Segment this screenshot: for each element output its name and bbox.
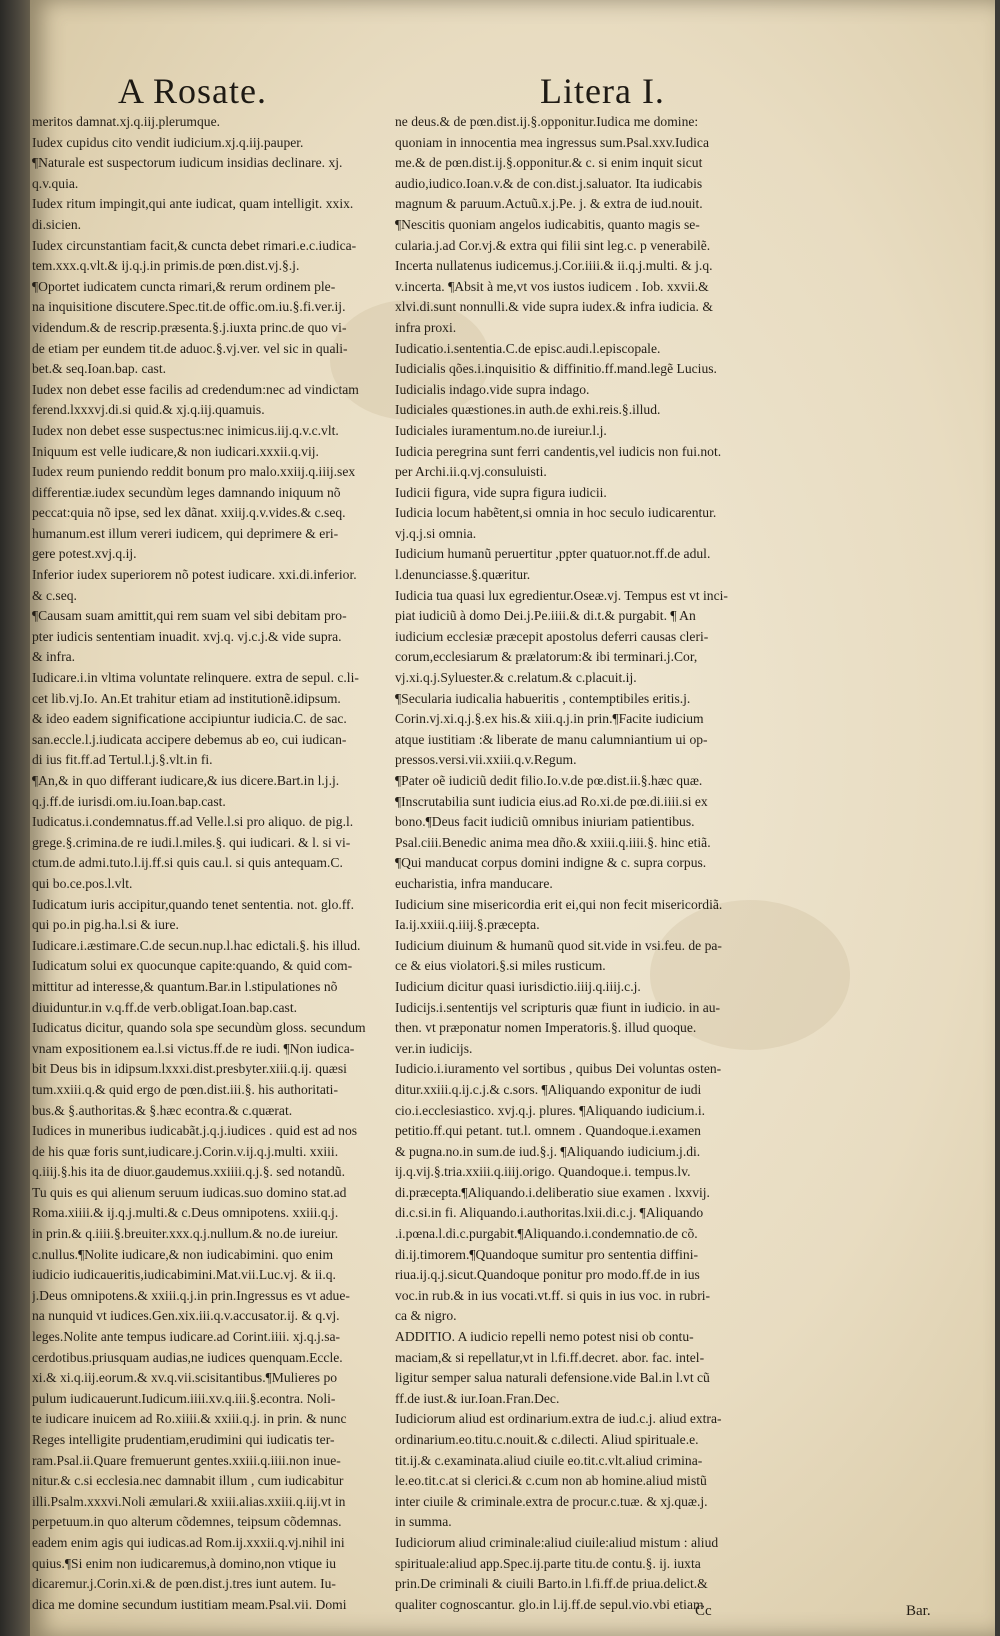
- text-line: l.denunciasse.§.quæritur.: [395, 567, 531, 583]
- text-line: di.c.si.in fi. Aliquando.i.authoritas.lxii.di.c.j. ¶Aliquando: [395, 1205, 704, 1221]
- catchword: Bar.: [906, 1603, 931, 1619]
- text-line: bit Deus bis in idipsum.lxxxi.dist.presbyter.xiii.q.ij. quæsi: [32, 1061, 347, 1077]
- text-line: eucharistia, infra manducare.: [395, 875, 553, 891]
- text-line: Iudicia locum habẽtent,si omnia in hoc seculo iudicarentur.: [395, 505, 717, 521]
- text-line: ferend.lxxxvj.di.si quid.& xj.q.iij.quamuis.: [32, 402, 265, 418]
- left-text-column: [32, 112, 410, 1615]
- text-line: ¶Causam suam amittit,qui rem suam vel sibi debitam pro-: [32, 608, 347, 624]
- text-line: nitur.& c.si ecclesia.nec damnabit illum , cum iudicabitur: [32, 1473, 344, 1489]
- text-line: Iudicium sine misericordia erit ei,qui non fecit misericordiã.: [395, 896, 723, 912]
- text-line: ce & eius violatori.§.si miles rusticum.: [395, 958, 606, 974]
- text-line: Roma.xiiii.& ij.q.j.multi.& c.Deus omnipotens. xxiii.q.j.: [32, 1205, 339, 1221]
- text-line: audio,iudico.Ioan.v.& de con.dist.j.saluator. Ita iudicabis: [395, 175, 703, 191]
- text-line: di.sicien.: [32, 216, 82, 232]
- text-line: cet lib.vj.Io. An.Et trahitur etiam ad institutionẽ.idipsum.: [32, 690, 341, 706]
- text-line: vj.q.j.si omnia.: [395, 525, 477, 541]
- text-line: ADDITIO. A iudicio repelli nemo potest nisi ob contu-: [395, 1329, 694, 1345]
- header-right-title: Litera I.: [540, 71, 665, 111]
- text-line: piat iudiciũ à domo Dei.j.Pe.iiii.& di.t.& purgabit. ¶ An: [395, 608, 696, 624]
- text-line: Iudicatus.i.condemnatus.ff.ad Velle.l.si pro aliquo. de pig.l.: [32, 814, 354, 830]
- text-line: ¶Qui manducat corpus domini indigne & c. supra corpus.: [395, 855, 707, 871]
- text-line: magnum & paruum.Actuũ.x.j.Pe. j. & extra de iud.nouit.: [395, 196, 703, 212]
- text-line: v.incerta. ¶Absit à me,vt vos iustos iudicem . Iob. xxvii.&: [395, 278, 709, 294]
- text-line: xlvi.di.sunt nonnulli.& vide supra iudex.& infra iudicia. &: [395, 299, 713, 315]
- text-line: ¶Naturale est suspectorum iudicum insidias declinare. xj.: [32, 155, 343, 171]
- text-line: iudicium ecclesiæ præcepit apostolus deferri causas cleri-: [395, 628, 709, 644]
- text-line: Iudex ritum impingit,qui ante iudicat, quam intelligit. xxix.: [32, 196, 354, 212]
- text-line: ¶An,& in quo differant iudicare,& ius dicere.Bart.in l.j.j.: [32, 773, 340, 788]
- text-line: meritos damnat.xj.q.iij.plerumque.: [32, 114, 221, 129]
- text-line: quoniam in innocentia mea ingressus sum.Psal.xxv.Iudica: [395, 134, 709, 150]
- text-line: pter iudicis sententiam inuadit. xvj.q. vj.c.j.& vide supra.: [32, 628, 342, 644]
- text-line: Iudex cupidus cito vendit iudicium.xj.q.iij.pauper.: [32, 134, 304, 150]
- text-line: & pugna.no.in sum.de iud.§.j. ¶Aliquando iudicium.j.di.: [395, 1143, 701, 1159]
- right-text-column: [395, 112, 955, 1615]
- text-line: Iudicialis indago.vide supra indago.: [395, 381, 590, 397]
- text-line: Incerta nullatenus iudicemus.j.Cor.iiii.& ii.q.j.multi. & j.q.: [395, 258, 713, 274]
- text-line: ¶Oportet iudicatem cuncta rimari,& rerum ordinem ple-: [32, 278, 336, 294]
- text-line: Iudicatus dicitur, quando sola spe secundùm gloss. secundum: [32, 1020, 366, 1036]
- text-line: videndum.& de rescrip.præsenta.§.j.iuxta princ.de quo vi-: [32, 319, 347, 335]
- text-line: spirituale:aliud app.Spec.ij.parte titu.de contu.§. ij. iuxta: [395, 1555, 701, 1571]
- text-line: me.& de pœn.dist.ij.§.opponitur.& c. si enim inquit sicut: [395, 155, 703, 171]
- text-line: Corin.vj.xi.q.j.§.ex his.& xiii.q.j.in prin.¶Facite iudicium: [395, 711, 704, 727]
- text-line: Iudicia peregrina sunt ferri candentis,vel iudicis non fui.not.: [395, 443, 722, 459]
- text-line: de his quæ foris sunt,iudicare.j.Corin.v.ij.q.j.multi. xxiii.: [32, 1143, 339, 1159]
- text-line: q.iiij.§.his ita de diuor.gaudemus.xxiiii.q.j.§. sed notandũ.: [32, 1164, 346, 1180]
- text-line: san.eccle.l.j.iudicata accipere debemus ab eo, cui iudican-: [32, 731, 347, 747]
- text-line: quius.¶Si enim non iudicaremus,à domino,non vtique iu: [32, 1555, 337, 1571]
- text-line: infra proxi.: [395, 319, 457, 335]
- text-line: grege.§.crimina.de re iudi.l.miles.§. qui iudicari. & l. si vi-: [32, 834, 351, 850]
- text-line: Iudicare.i.æstimare.C.de secun.nup.l.hac edictali.§. his illud.: [32, 937, 361, 953]
- text-line: & ideo eadem significatione accipiuntur iudicia.C. de sac.: [32, 711, 347, 727]
- text-line: Psal.ciii.Benedic anima mea dño.& xxiii.q.iiii.§. hinc etiã.: [395, 834, 711, 850]
- signature-mark: Cc: [695, 1603, 712, 1619]
- text-line: leges.Nolite ante tempus iudicare.ad Corint.iiii. xj.q.j.sa-: [32, 1329, 341, 1345]
- text-line: di.præcepta.¶Aliquando.i.deliberatio siue examen . lxxvij.: [395, 1184, 710, 1200]
- text-line: cularia.j.ad Cor.vj.& extra qui filii sint leg.c. p venerabilẽ.: [395, 237, 711, 253]
- text-line: Tu quis es qui alienum seruum iudicas.suo domino stat.ad: [32, 1184, 347, 1200]
- text-line: di.ij.timorem.¶Quandoque sumitur pro sententia diffini-: [395, 1246, 699, 1262]
- text-line: bono.¶Deus facit iudiciũ omnibus iniuriam patientibus.: [395, 814, 695, 830]
- text-line: iudicio iudicaueritis,iudicabimini.Mat.vii.Luc.vj. & ii.q.: [32, 1267, 336, 1283]
- text-line: ram.Psal.ii.Quare fremuerunt gentes.xxiii.q.iiii.non inue-: [32, 1452, 341, 1468]
- text-line: ca & nigro.: [395, 1308, 457, 1324]
- text-line: in summa.: [395, 1514, 452, 1530]
- text-line: qui bo.ce.pos.l.vlt.: [32, 875, 133, 891]
- text-line: peccat:quia nõ ipse, sed lex dãnat. xxiij.q.v.vides.& c.seq.: [32, 505, 346, 521]
- text-line: Iudex non debet esse facilis ad credendum:nec ad vindictam: [32, 381, 359, 397]
- text-line: Iudicare.i.in vltima voluntate relinquere. extra de sepul. c.li-: [32, 670, 359, 686]
- text-line: q.v.quia.: [32, 175, 79, 191]
- text-line: Iudicatum solui ex quocunque capite:quando, & quid com-: [32, 958, 353, 974]
- text-line: ditur.xxiii.q.ij.c.j.& c.sors. ¶Aliquando exponitur de iudi: [395, 1081, 702, 1097]
- text-line: Iudiciorum aliud est ordinarium.extra de iud.c.j. aliud extra-: [395, 1411, 722, 1427]
- text-line: cerdotibus.priusquam audias,ne iudices quenquam.Eccle.: [32, 1349, 343, 1365]
- text-line: atque iustitiam :& liberate de manu calumniantium ui op-: [395, 731, 708, 747]
- text-line: qui po.in pig.ha.l.si & iure.: [32, 917, 179, 933]
- text-line: ordinarium.eo.titu.c.nouit.& c.dilecti. Aliud spirituale.e.: [395, 1432, 699, 1447]
- text-line: Iudicatum iuris accipitur,quando tenet sententia. not. glo.ff.: [32, 896, 354, 912]
- text-line: Iniquum est velle iudicare,& non iudicari.xxxii.q.vij.: [32, 443, 319, 459]
- text-line: prin.De criminali & ciuili Barto.in l.fi.ff.de priua.delict.&: [395, 1576, 708, 1592]
- text-line: riua.ij.q.j.sicut.Quandoque ponitur pro modo.ff.de in ius: [395, 1267, 700, 1283]
- text-line: & infra.: [32, 649, 76, 665]
- text-line: dicaremur.j.Corin.xi.& de pœn.dist.j.tres iunt autem. Iu-: [32, 1576, 336, 1592]
- text-line: differentiæ.iudex secundùm leges damnando iniquum nõ: [32, 484, 341, 500]
- text-line: Iudicii figura, vide supra figura iudicii.: [395, 484, 607, 500]
- text-line: j.Deus omnipotens.& xxiii.q.j.in prin.Ingressus es vt adue-: [32, 1287, 350, 1303]
- text-line: pulum iudicauerunt.Iudicum.iiii.xv.q.iii.§.econtra. Noli-: [32, 1390, 336, 1406]
- text-line: ¶Inscrutabilia sunt iudicia eius.ad Ro.xi.de pœ.di.iiii.si ex: [395, 793, 708, 809]
- text-line: qualiter cognoscantur. glo.in l.ij.ff.de sepul.vio.vbi etiam: [395, 1596, 704, 1612]
- text-line: tem.xxx.q.vlt.& ij.q.j.in primis.de pœn.dist.vj.§.j.: [32, 258, 300, 274]
- text-line: Iudiciorum aliud criminale:aliud ciuile:aliud mistum : aliud: [395, 1534, 719, 1550]
- text-line: bus.& §.authoritas.& §.hæc econtra.& c.quærat.: [32, 1102, 293, 1118]
- text-line: na nunquid vt iudices.Gen.xix.iii.q.v.accusator.ij. & q.vj.: [32, 1308, 340, 1324]
- text-line: gere potest.xvj.q.ij.: [32, 546, 137, 562]
- text-line: ij.q.vij.§.tria.xxiii.q.iiij.origo. Quandoque.i. tempus.lv.: [395, 1164, 691, 1180]
- text-line: petitio.ff.qui petant. tut.l. omnem . Quandoque.i.examen: [395, 1123, 701, 1139]
- text-line: cio.i.ecclesiastico. xvj.q.j. plures. ¶Aliquando iudicium.i.: [395, 1102, 706, 1118]
- text-line: inter ciuile & criminale.extra de procur.c.tuæ. & xj.quæ.j.: [395, 1493, 708, 1509]
- text-line: per Archi.ii.q.vj.consuluisti.: [395, 464, 547, 480]
- text-line: perpetuum.in quo alterum cõdemnes, teipsum cõdemnas.: [32, 1514, 342, 1530]
- text-line: & c.seq.: [32, 587, 77, 603]
- text-line: le.eo.tit.c.at si clerici.& c.cum non ab homine.aliud mistũ: [395, 1473, 707, 1489]
- text-line: Iudicium diuinum & humanũ quod sit.vide in vsi.feu. de pa-: [395, 937, 722, 953]
- text-line: de etiam per eundem tit.de aduoc.§.vj.ver. vel sic in quali-: [32, 340, 348, 356]
- text-line: maciam,& si repellatur,vt in l.fi.ff.decret. abor. fac. intel-: [395, 1349, 705, 1365]
- text-line: tit.ij.& c.examinata.aliud ciuile eo.tit.c.vlt.aliud crimina-: [395, 1452, 703, 1468]
- text-line: xi.& xi.q.iij.eorum.& xv.q.vii.scisitantibus.¶Mulieres po: [32, 1370, 338, 1386]
- text-line: vj.xi.q.j.Syluester.& c.relatum.& c.placuit.ij.: [395, 670, 637, 686]
- text-line: illi.Psalm.xxxvi.Noli æmulari.& xxiii.alias.xxiii.q.iij.vt in: [32, 1493, 346, 1509]
- text-line: Iudicium humanũ peruertitur ,ppter quatuor.not.ff.de adul.: [395, 546, 711, 562]
- text-line: then. vt præponatur nomen Imperatoris.§. illud quoque.: [395, 1020, 697, 1036]
- text-line: na inquisitione discutere.Spec.tit.de offic.om.iu.§.fi.ver.ij.: [32, 299, 346, 315]
- text-line: eadem enim agis qui iudicas.ad Rom.ij.xxxii.q.vj.nihil ini: [32, 1534, 345, 1550]
- text-line: Iudicio.i.iuramento vel sortibus , quibus Dei voluntas osten-: [395, 1061, 722, 1077]
- text-line: humanum.est illum vereri iudicem, qui deprimere & eri-: [32, 525, 339, 541]
- text-line: Iudicialis qões.i.inquisitio & diffinitio.ff.mand.legẽ Lucius.: [395, 361, 717, 377]
- book-page: [30, 0, 995, 1636]
- text-line: Iudex circunstantiam facit,& cuncta debet rimari.e.c.iudica-: [32, 237, 357, 253]
- text-line: Iudicijs.i.sententijs vel scripturis quæ fiunt in iudicio. in au-: [395, 999, 721, 1015]
- text-line: ¶Nescitis quoniam angelos iudicabitis, quanto magis se-: [395, 216, 700, 232]
- text-line: q.j.ff.de iurisdi.om.iu.Ioan.bap.cast.: [32, 793, 226, 809]
- text-line: c.nullus.¶Nolite iudicare,& non iudicabimini. quo enim: [32, 1246, 334, 1262]
- text-line: Iudex reum puniendo reddit bonum pro malo.xxiij.q.iiij.sex: [32, 464, 356, 480]
- text-line: ver.in iudicijs.: [395, 1040, 473, 1056]
- text-line: ¶Pater oẽ iudiciũ dedit filio.Io.v.de pœ.dist.ii.§.hæc quæ.: [395, 773, 703, 788]
- text-line: mittitur ad interesse,& quantum.Bar.in l.stipulationes nõ: [32, 978, 338, 994]
- text-line: di ius fit.ff.ad Tertul.l.j.§.vlt.in fi.: [32, 752, 213, 768]
- text-line: .i.pœna.l.di.c.purgabit.¶Aliquando.i.condemnatio.de cõ.: [395, 1226, 698, 1242]
- text-line: ctum.de admi.tuto.l.ij.ff.si quis cau.l. si quis antequam.C.: [32, 855, 343, 871]
- text-line: tum.xxiii.q.& quid ergo de pœn.dist.iii.§. his authoritati-: [32, 1081, 338, 1097]
- text-line: dica me domine secundum iustitiam meam.Psal.vii. Domi: [32, 1596, 347, 1612]
- text-line: Inferior iudex superiorem nõ potest iudicare. xxi.di.inferior.: [32, 567, 357, 583]
- text-line: corum,ecclesiarum & prælatorum:& ibi terminari.j.Cor,: [395, 649, 698, 665]
- text-line: ligitur semper salua naturali defensione.vide Bal.in l.vt cũ: [395, 1370, 710, 1386]
- text-line: Iudicium dicitur quasi iurisdictio.iiij.q.iiij.c.j.: [395, 978, 641, 994]
- text-line: Iudiciales quæstiones.in auth.de exhi.reis.§.illud.: [395, 402, 661, 418]
- text-line: Ia.ij.xxiii.q.iiij.§.præcepta.: [395, 917, 540, 933]
- text-line: Iudiciales iuramentum.no.de iureiur.l.j.: [395, 422, 607, 438]
- header-left-title: A Rosate.: [118, 71, 267, 111]
- text-line: te iudicare inuicem ad Ro.xiiii.& xxiii.q.j. in prin. & nunc: [32, 1411, 347, 1427]
- text-line: ne deus.& de pœn.dist.ij.§.opponitur.Iudica me domine:: [395, 114, 699, 129]
- text-line: voc.in rub.& in ius vocati.vt.ff. si quis in ius voc. in rubri-: [395, 1287, 711, 1303]
- text-line: in prin.& q.iiii.§.breuiter.xxx.q.j.nullum.& no.de iureiur.: [32, 1226, 339, 1242]
- text-line: Iudicatio.i.sententia.C.de episc.audi.l.episcopale.: [395, 340, 661, 356]
- text-line: Iudex non debet esse suspectus:nec inimicus.iij.q.v.c.vlt.: [32, 422, 339, 438]
- text-line: pressos.versi.vii.xxiii.q.v.Regum.: [395, 752, 577, 768]
- text-line: ff.de iust.& iur.Ioan.Fran.Dec.: [395, 1390, 560, 1406]
- text-line: Iudicia tua quasi lux egredientur.Oseæ.vj. Tempus est vt inci-: [395, 587, 728, 603]
- text-line: ¶Secularia iudicalia habueritis , contemptibiles eritis.j.: [395, 690, 691, 706]
- text-line: Reges intelligite prudentiam,erudimini qui iudicatis ter-: [32, 1432, 335, 1447]
- text-line: vnam expositionem ea.l.si victus.ff.de re iudi. ¶Non iudica-: [32, 1040, 355, 1056]
- text-line: bet.& seq.Ioan.bap. cast.: [32, 361, 167, 377]
- text-line: Iudices in muneribus iudicabãt.j.q.j.iudices . quid est ad nos: [32, 1123, 358, 1139]
- text-line: diuiduntur.in v.q.ff.de verb.obligat.Ioan.bap.cast.: [32, 999, 298, 1015]
